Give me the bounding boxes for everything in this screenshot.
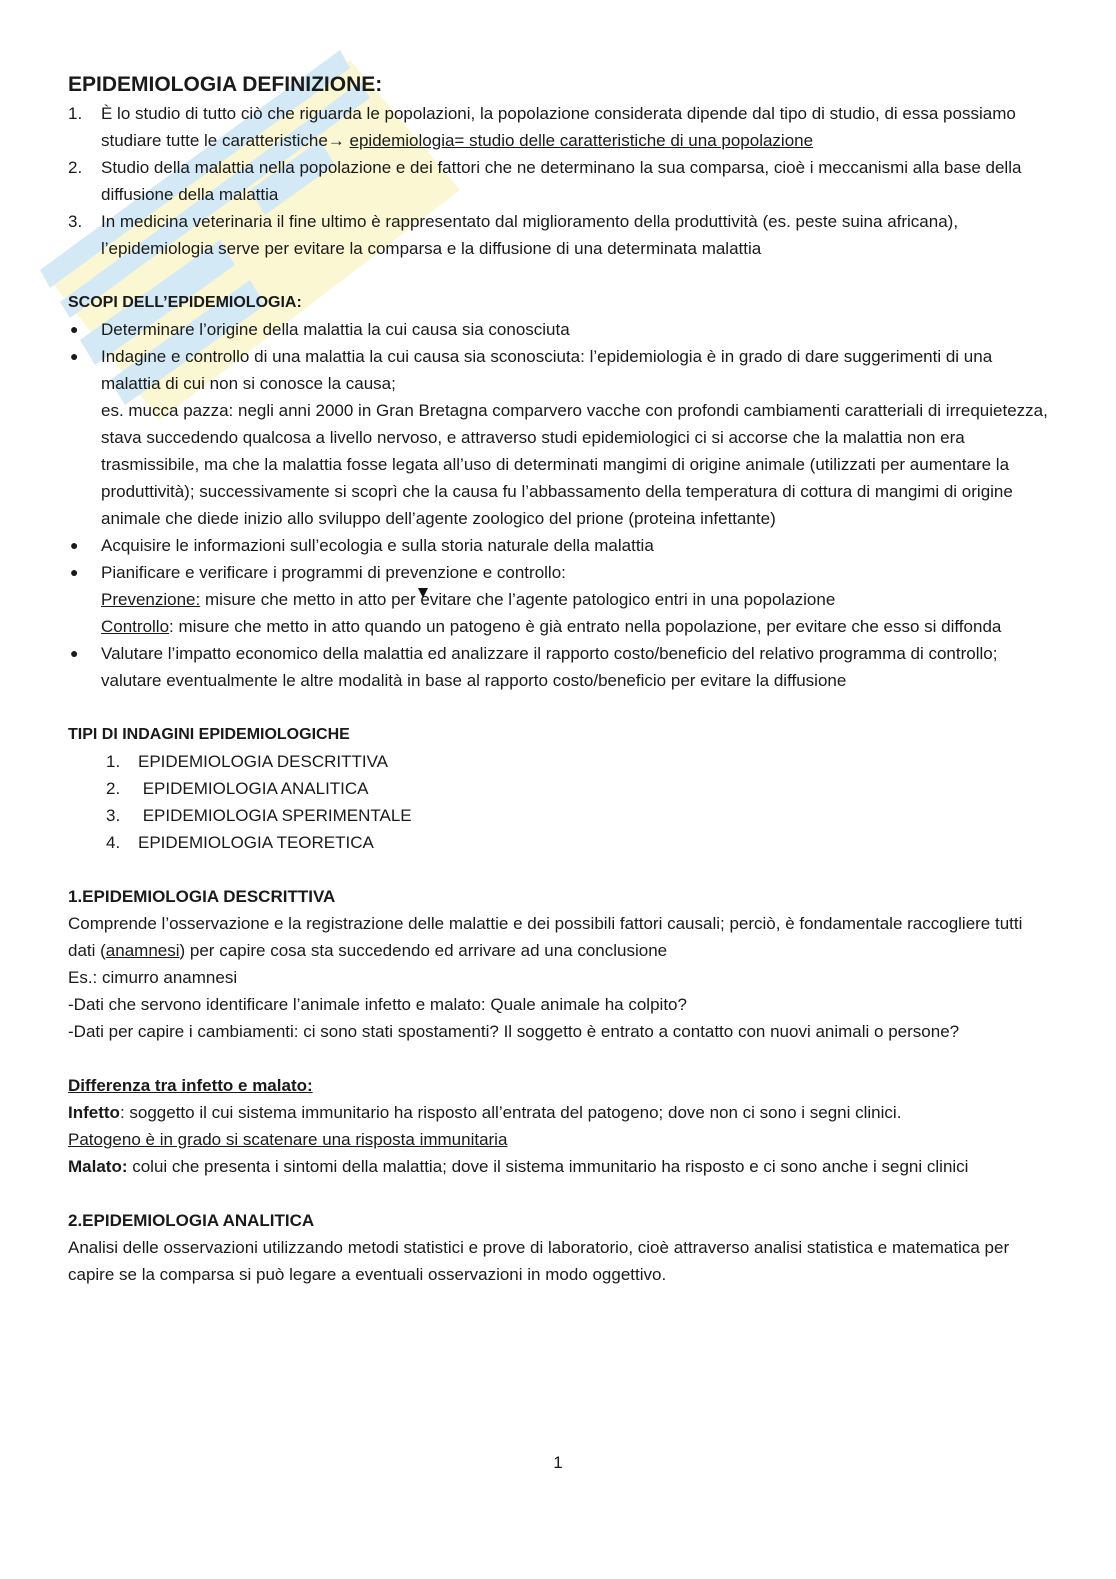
- tipi-label: EPIDEMIOLOGIA TEORETICA: [138, 833, 374, 852]
- scopi-text: Acquisire le informazioni sull’ecologia e sulla storia naturale della malattia: [101, 536, 654, 555]
- tipi-number: 2.: [106, 779, 121, 798]
- differenza-heading: Differenza tra infetto e malato:: [68, 1076, 313, 1095]
- descrittiva-paragraph: [68, 910, 1048, 964]
- scopi-item: [68, 640, 1048, 694]
- controllo-text: : misure che metto in atto quando un patogeno è già entrato nella popolazione, per evitare che esso si diffonda: [169, 617, 1002, 636]
- scopi-item: [68, 343, 1048, 532]
- page-number: 1: [553, 1453, 563, 1472]
- tipi-number: 4.: [106, 833, 121, 852]
- tipi-label: EPIDEMIOLOGIA ANALITICA: [138, 779, 369, 798]
- tipi-item: [68, 829, 1048, 856]
- descrittiva-text: ) per capire cosa sta succedendo ed arrivare ad una conclusione: [179, 941, 668, 960]
- tipi-number: 3.: [106, 806, 121, 825]
- definition-text: Studio della malattia nella popolazione e dei fattori che ne determinano la sua comparsa, cioè i meccanismi alla base della diffusione della malattia: [101, 158, 1022, 204]
- bullet-icon: ●: [70, 564, 79, 580]
- definition-number: 2.: [68, 158, 83, 177]
- analitica-paragraph: Analisi delle osservazioni utilizzando metodi statistici e prove di laboratorio, cioè attraverso analisi statistica e matematica per capire se la comparsa si può legare a eventuali osservazioni in modo oggettivo.: [68, 1238, 1010, 1284]
- definition-text: È lo studio di tutto ciò che riguarda le popolazioni, la popolazione considerata dipende dal tipo di studio, di essa possiamo studiare tutte le caratteristiche→: [101, 104, 1016, 150]
- malato-label: Malato:: [68, 1157, 128, 1176]
- definition-underlined: epidemiologia= studio delle caratteristiche di una popolazione: [349, 131, 814, 150]
- tipi-item: [68, 775, 1048, 802]
- scopi-text: Pianificare e verificare i programmi di prevenzione e controllo:: [101, 563, 566, 582]
- tipi-item: [68, 802, 1048, 829]
- malato-definition: [68, 1153, 1048, 1180]
- descrittiva-line: -Dati per capire i cambiamenti: ci sono stati spostamenti? Il soggetto è entrato a contatto con nuovi animali o persone?: [68, 1022, 960, 1041]
- controllo-label: Controllo: [101, 617, 170, 636]
- definition-number: 3.: [68, 212, 83, 231]
- scopi-text: Indagine e controllo di una malattia la cui causa sia sconosciuta: l’epidemiologia è in grado di dare suggerimenti di una malattia di cui non si conosce la causa;: [101, 347, 993, 393]
- scopi-text: Valutare l’impatto economico della malattia ed analizzare il rapporto costo/beneficio del relativo programma di controllo; valutare eventualmente le altre modalità in base al rapporto costo/beneficio per evitare la diffusione: [101, 644, 998, 690]
- bullet-icon: ●: [70, 645, 79, 661]
- scopi-heading: SCOPI DELL’EPIDEMIOLOGIA:: [68, 294, 302, 311]
- descrittiva-heading: 1.EPIDEMIOLOGIA DESCRITTIVA: [68, 887, 336, 906]
- descrittiva-line: Es.: cimurro anamnesi: [68, 968, 238, 987]
- tipi-list: [68, 748, 1048, 856]
- scopi-list: [68, 316, 1048, 694]
- definition-text: In medicina veterinaria il fine ultimo è rappresentato dal miglioramento della produttività (es. peste suina africana), l’epidemiologia serve per evitare la comparsa e la diffusione di una determinata malattia: [101, 212, 959, 258]
- tipi-heading: TIPI DI INDAGINI EPIDEMIOLOGICHE: [68, 726, 350, 743]
- definition-item: [68, 100, 1048, 154]
- infetto-text: : soggetto il cui sistema immunitario ha risposto all’entrata del patogeno; dove non ci sono i segni clinici.: [119, 1103, 902, 1122]
- bullet-icon: ●: [70, 348, 79, 364]
- page-title: EPIDEMIOLOGIA DEFINIZIONE:: [68, 73, 383, 96]
- scopi-text: Determinare l’origine della malattia la cui causa sia conosciuta: [101, 320, 570, 339]
- descrittiva-line: -Dati che servono identificare l’animale infetto e malato: Quale animale ha colpito?: [68, 995, 687, 1014]
- prevenzione-text: misure che metto in atto per evitare che l’agente patologico entri in una popolazione: [200, 590, 836, 609]
- infetto-definition: [68, 1099, 1048, 1126]
- descrittiva-text: Comprende l’osservazione e la registrazione delle malattie e dei possibili fattori causali; perciò, è fondamentale raccogliere tutti dati (: [68, 914, 1023, 960]
- scopi-item: [68, 532, 1048, 559]
- mouse-cursor-icon: [418, 588, 428, 598]
- analitica-heading: 2.EPIDEMIOLOGIA ANALITICA: [68, 1211, 315, 1230]
- scopi-item: [68, 559, 1048, 640]
- tipi-label: EPIDEMIOLOGIA DESCRITTIVA: [138, 752, 389, 771]
- malato-text: colui che presenta i sintomi della malattia; dove il sistema immunitario ha risposto e ci sono anche i segni clinici: [127, 1157, 969, 1176]
- scopi-item: [68, 316, 1048, 343]
- tipi-item: [68, 748, 1048, 775]
- infetto-label: Infetto: [68, 1103, 120, 1122]
- scopi-example: es. mucca pazza: negli anni 2000 in Gran Bretagna comparvero vacche con profondi cambiamenti caratteriali di irrequietezza, stava succedendo qualcosa a livello nervoso, e attraverso studi epidemiologici ci si accorse che la malattia non era trasmissibile, ma che la malattia fosse legata all’uso di determinati mangimi di origine animale (utilizzati per aumentare la produttività); successivamente si scoprì che la causa fu l’abbassamento della temperatura di cottura di mangimi di origine animale che diede inizio allo sviluppo dell’agente zoologico del prione (proteina infettante): [101, 401, 1048, 528]
- tipi-label: EPIDEMIOLOGIA SPERIMENTALE: [138, 806, 412, 825]
- definition-item: [68, 154, 1048, 208]
- patogeno-note: Patogeno è in grado si scatenare una risposta immunitaria: [68, 1130, 508, 1149]
- anamnesi-term: anamnesi: [105, 941, 180, 960]
- bullet-icon: ●: [70, 537, 79, 553]
- prevenzione-label: Prevenzione:: [101, 590, 201, 609]
- bullet-icon: ●: [70, 321, 79, 337]
- definition-item: [68, 208, 1048, 262]
- tipi-number: 1.: [106, 752, 121, 771]
- document-body: [68, 70, 1048, 1288]
- definition-list: [68, 100, 1048, 262]
- definition-number: 1.: [68, 104, 83, 123]
